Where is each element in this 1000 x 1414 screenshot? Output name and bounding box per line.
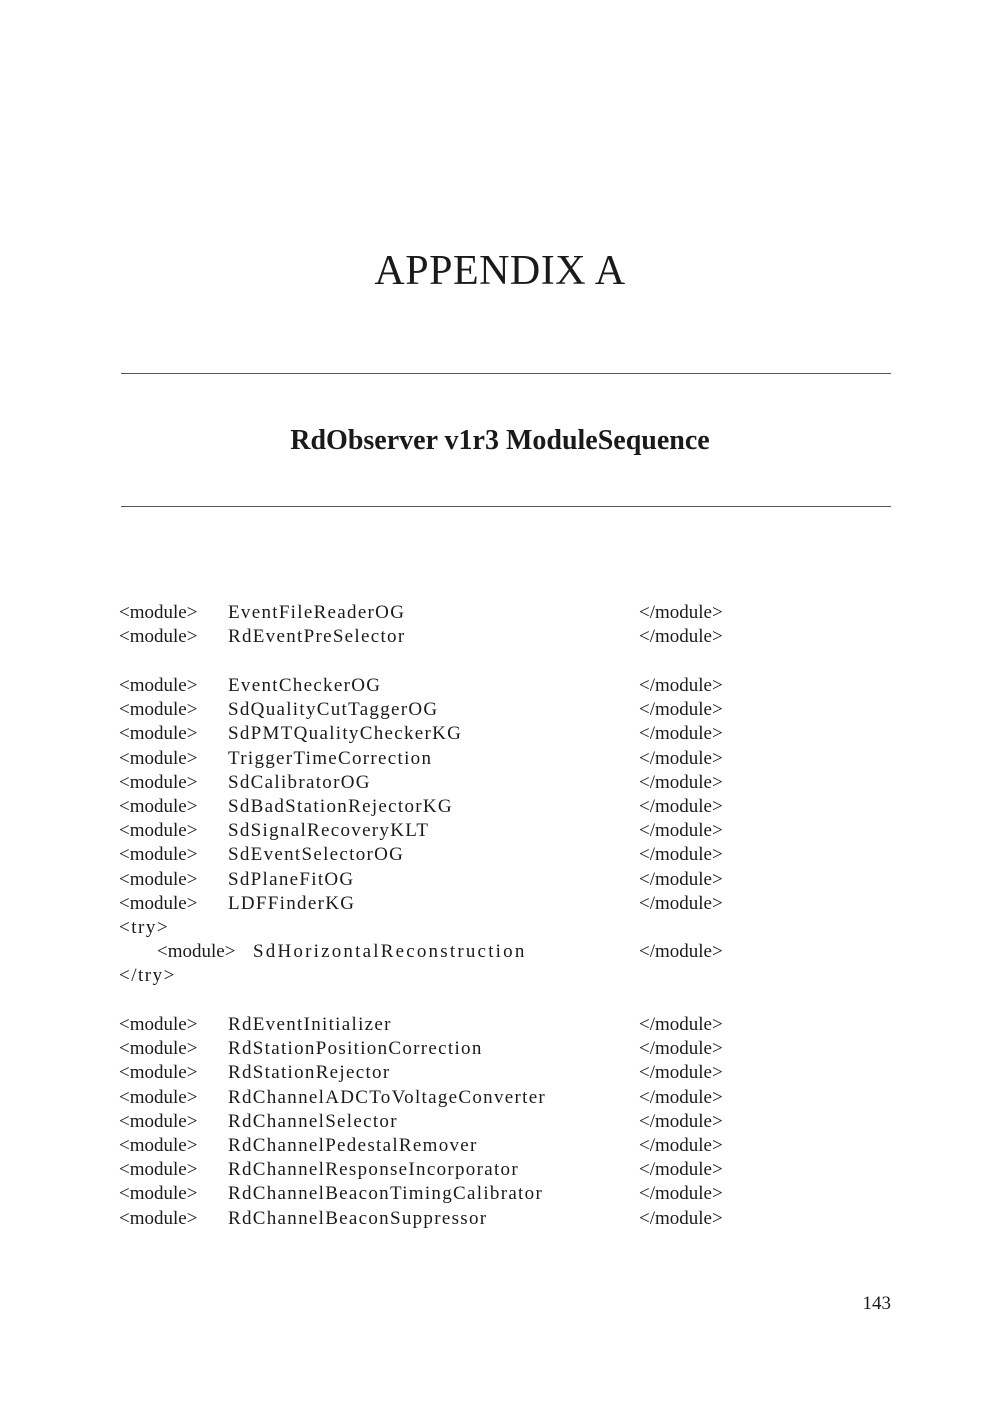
module-line bbox=[0, 819, 1000, 843]
module-name: RdChannelResponseIncorporator bbox=[228, 1159, 519, 1181]
module-name: TriggerTimeCorrection bbox=[228, 747, 433, 769]
module-close-tag: </module> bbox=[639, 1207, 723, 1229]
module-open-tag: <module> bbox=[119, 771, 198, 793]
module-open-tag: <module> bbox=[119, 1183, 198, 1205]
module-line bbox=[0, 1158, 1000, 1182]
module-name: RdEventPreSelector bbox=[228, 626, 406, 648]
module-open-tag: <module> bbox=[119, 1135, 198, 1156]
module-line bbox=[0, 843, 1000, 867]
module-line bbox=[0, 747, 1000, 771]
module-name: RdStationPositionCorrection bbox=[228, 1038, 483, 1060]
module-name: SdPMTQualityCheckerKG bbox=[228, 723, 463, 745]
try-open-line-text: <try> bbox=[119, 917, 170, 938]
module-line bbox=[0, 1013, 1000, 1037]
module-close-tag: </module> bbox=[639, 747, 723, 769]
module-name: EventCheckerOG bbox=[228, 675, 382, 696]
module-line bbox=[0, 771, 1000, 795]
module-line bbox=[0, 674, 1000, 698]
module-open-tag: <module> bbox=[119, 1062, 198, 1084]
module-name: LDFFinderKG bbox=[228, 892, 356, 914]
appendix-title: APPENDIX A bbox=[374, 248, 626, 294]
module-name: RdStationRejector bbox=[228, 1062, 391, 1084]
module-close-tag: </module> bbox=[639, 1062, 723, 1084]
module-line bbox=[0, 1086, 1000, 1110]
module-close-tag: </module> bbox=[639, 771, 723, 793]
module-name: SdHorizontalReconstruction bbox=[253, 941, 527, 963]
module-name: SdCalibratorOG bbox=[228, 771, 371, 793]
module-name: RdChannelBeaconTimingCalibrator bbox=[228, 1183, 544, 1205]
module-line bbox=[0, 1037, 1000, 1061]
module-name: SdQualityCutTaggerOG bbox=[228, 699, 439, 721]
module-open-tag: <module> bbox=[119, 820, 198, 842]
module-line bbox=[0, 1061, 1000, 1085]
module-line bbox=[0, 722, 1000, 746]
module-open-tag: <module> bbox=[157, 941, 236, 963]
module-close-tag: </module> bbox=[639, 1135, 723, 1156]
module-name: RdChannelPedestalRemover bbox=[228, 1135, 478, 1156]
module-open-tag: <module> bbox=[119, 699, 198, 721]
module-name: RdEventInitializer bbox=[228, 1014, 392, 1035]
module-close-tag: </module> bbox=[639, 868, 723, 890]
module-close-tag: </module> bbox=[639, 820, 723, 842]
module-open-tag: <module> bbox=[119, 1110, 198, 1132]
module-close-tag: </module> bbox=[639, 602, 723, 623]
module-close-tag: </module> bbox=[639, 844, 723, 866]
module-name: SdEventSelectorOG bbox=[228, 844, 405, 866]
module-line bbox=[0, 1110, 1000, 1134]
module-close-tag: </module> bbox=[639, 892, 723, 914]
try-close-line bbox=[0, 964, 1000, 988]
module-line bbox=[0, 1134, 1000, 1158]
module-open-tag: <module> bbox=[119, 796, 198, 817]
module-open-tag: <module> bbox=[119, 1086, 198, 1108]
module-open-tag: <module> bbox=[119, 1014, 198, 1035]
module-open-tag: <module> bbox=[119, 1159, 198, 1181]
module-close-tag: </module> bbox=[639, 626, 723, 648]
module-line bbox=[0, 625, 1000, 649]
module-open-tag: <module> bbox=[119, 844, 198, 866]
module-close-tag: </module> bbox=[639, 796, 723, 817]
module-line bbox=[0, 698, 1000, 722]
section-title: RdObserver v1r3 ModuleSequence bbox=[290, 425, 710, 456]
module-close-tag: </module> bbox=[639, 1086, 723, 1108]
page-number: 143 bbox=[862, 1293, 891, 1314]
module-name: RdChannelADCToVoltageConverter bbox=[228, 1086, 547, 1108]
module-name: RdChannelSelector bbox=[228, 1110, 398, 1132]
module-open-tag: <module> bbox=[119, 1207, 198, 1229]
module-name: RdChannelBeaconSuppressor bbox=[228, 1207, 488, 1229]
module-close-tag: </module> bbox=[639, 699, 723, 721]
try-open-line bbox=[0, 916, 1000, 940]
module-close-tag: </module> bbox=[639, 675, 723, 696]
module-open-tag: <module> bbox=[119, 602, 198, 623]
module-line bbox=[0, 940, 1000, 964]
module-close-tag: </module> bbox=[639, 1038, 723, 1060]
module-open-tag: <module> bbox=[119, 747, 198, 769]
module-line bbox=[0, 795, 1000, 819]
module-name: SdBadStationRejectorKG bbox=[228, 796, 453, 817]
module-open-tag: <module> bbox=[119, 868, 198, 890]
module-line bbox=[0, 601, 1000, 625]
module-close-tag: </module> bbox=[639, 723, 723, 745]
module-open-tag: <module> bbox=[119, 675, 198, 696]
module-name: SdPlaneFitOG bbox=[228, 868, 355, 890]
module-line bbox=[0, 892, 1000, 916]
module-line bbox=[0, 868, 1000, 892]
module-close-tag: </module> bbox=[639, 1159, 723, 1181]
module-close-tag: </module> bbox=[639, 1014, 723, 1035]
module-close-tag: </module> bbox=[639, 941, 723, 963]
module-open-tag: <module> bbox=[119, 723, 198, 745]
module-name: SdSignalRecoveryKLT bbox=[228, 820, 430, 842]
module-line bbox=[0, 1182, 1000, 1206]
module-line bbox=[0, 1207, 1000, 1231]
module-open-tag: <module> bbox=[119, 626, 198, 648]
module-open-tag: <module> bbox=[119, 892, 198, 914]
module-name: EventFileReaderOG bbox=[228, 602, 406, 623]
module-close-tag: </module> bbox=[639, 1110, 723, 1132]
module-open-tag: <module> bbox=[119, 1038, 198, 1060]
module-close-tag: </module> bbox=[639, 1183, 723, 1205]
try-close-line-text: </try> bbox=[119, 965, 176, 987]
